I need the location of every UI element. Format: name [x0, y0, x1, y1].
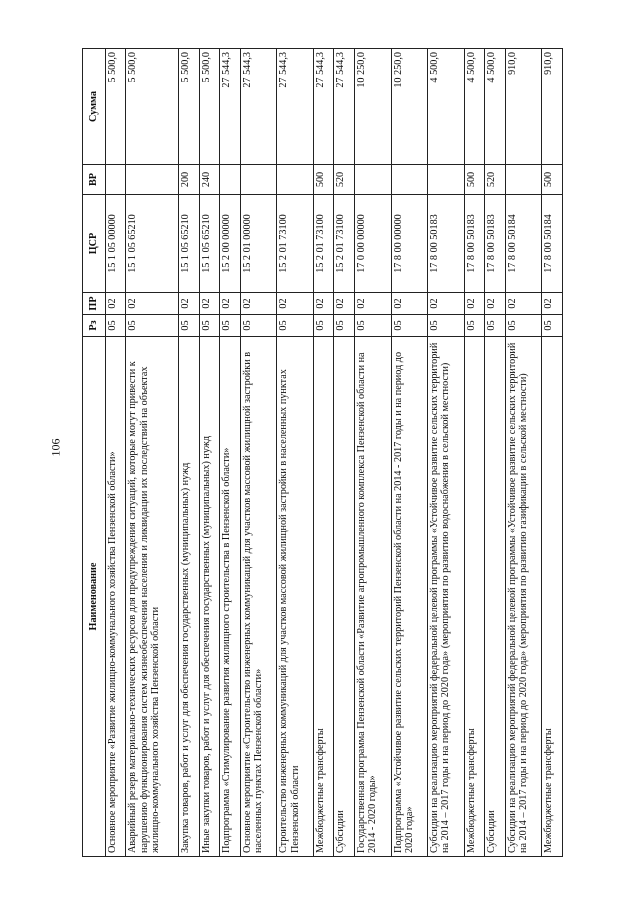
- table-row: [179, 49, 199, 857]
- cell-rz: 05: [428, 315, 465, 337]
- cell-pr: 02: [391, 293, 428, 315]
- cell-csr: 15 1 05 65210: [126, 195, 179, 293]
- cell-rz: 05: [313, 315, 333, 337]
- cell-sum: 4 500,0: [485, 49, 505, 165]
- cell-name: Закупка товаров, работ и услуг для обеспечения государственных (муниципальных) нужд: [179, 337, 199, 857]
- table-row: [354, 49, 391, 857]
- cell-rz: 05: [179, 315, 199, 337]
- cell-rz: 05: [485, 315, 505, 337]
- table-row: [199, 49, 219, 857]
- cell-csr: 15 1 05 00000: [106, 195, 126, 293]
- cell-csr: 15 1 05 65210: [199, 195, 219, 293]
- header-pr: ПР: [83, 293, 106, 315]
- cell-sum: 5 500,0: [126, 49, 179, 165]
- cell-pr: 02: [464, 293, 484, 315]
- table-row: [542, 49, 563, 857]
- cell-name: Основное мероприятие «Строительство инженерных коммуникаций для участков массовой жилищной застройки в населенных пунктах Пензенской области»: [240, 337, 277, 857]
- cell-sum: 5 500,0: [199, 49, 219, 165]
- cell-csr: 15 2 00 00000: [220, 195, 240, 293]
- cell-pr: 02: [505, 293, 542, 315]
- cell-sum: 27 544,3: [313, 49, 333, 165]
- cell-csr: 17 8 00 50183: [485, 195, 505, 293]
- table-row: [313, 49, 333, 857]
- cell-vr: 500: [464, 165, 484, 195]
- cell-sum: 5 500,0: [179, 49, 199, 165]
- budget-table: [82, 48, 563, 857]
- cell-csr: 15 2 01 73100: [313, 195, 333, 293]
- cell-name: Межбюджетные трансферты: [464, 337, 484, 857]
- cell-csr: 17 8 00 50183: [464, 195, 484, 293]
- cell-vr: [126, 165, 179, 195]
- cell-name: Основное мероприятие «Развитие жилищно-коммунального хозяйства Пензенской области»: [106, 337, 126, 857]
- table-row: [106, 49, 126, 857]
- cell-vr: 200: [179, 165, 199, 195]
- cell-pr: 02: [220, 293, 240, 315]
- cell-csr: 15 2 01 73100: [334, 195, 354, 293]
- cell-vr: [505, 165, 542, 195]
- cell-rz: 05: [126, 315, 179, 337]
- cell-csr: 17 8 00 50183: [428, 195, 465, 293]
- cell-pr: 02: [485, 293, 505, 315]
- cell-vr: [106, 165, 126, 195]
- cell-pr: 02: [240, 293, 277, 315]
- cell-rz: 05: [106, 315, 126, 337]
- header-sum: Сумма: [83, 49, 106, 165]
- cell-name: Субсидии на реализацию мероприятий федеральной целевой программы «Устойчивое развитие сельских территорий на 2014 – 2017 годы и на период до 2020 года» (мероприятия по развитию газификации в сельской местности): [505, 337, 542, 857]
- cell-vr: 520: [485, 165, 505, 195]
- table-row: [464, 49, 484, 857]
- cell-sum: 27 544,3: [277, 49, 314, 165]
- cell-rz: 05: [354, 315, 391, 337]
- cell-pr: 02: [106, 293, 126, 315]
- cell-csr: 17 0 00 00000: [354, 195, 391, 293]
- cell-rz: 05: [240, 315, 277, 337]
- cell-pr: 02: [199, 293, 219, 315]
- cell-csr: 17 8 00 00000: [391, 195, 428, 293]
- cell-sum: 910,0: [542, 49, 563, 165]
- cell-rz: 05: [334, 315, 354, 337]
- cell-name: Субсидии: [334, 337, 354, 857]
- header-rz: Рз: [83, 315, 106, 337]
- header-csr: ЦСР: [83, 195, 106, 293]
- cell-csr: 17 8 00 50184: [542, 195, 563, 293]
- cell-rz: 05: [277, 315, 314, 337]
- cell-name: Подпрограмма «Устойчивое развитие сельских территорий Пензенской области на 2014 - 2017 годы и на период до 2020 года»: [391, 337, 428, 857]
- cell-vr: 500: [313, 165, 333, 195]
- cell-vr: 500: [542, 165, 563, 195]
- table-body: [106, 49, 563, 857]
- cell-csr: 15 2 01 73100: [277, 195, 314, 293]
- cell-vr: [220, 165, 240, 195]
- cell-csr: 15 2 01 00000: [240, 195, 277, 293]
- cell-sum: 27 544,3: [220, 49, 240, 165]
- table-row: [126, 49, 179, 857]
- cell-rz: 05: [505, 315, 542, 337]
- cell-sum: 10 250,0: [354, 49, 391, 165]
- table-header-row: [83, 49, 106, 857]
- cell-sum: 910,0: [505, 49, 542, 165]
- cell-name: Аварийный резерв материально-технических ресурсов для предупреждения ситуаций, которые могут привести к нарушению функционирования систем жизнеобеспечения населения и ликвидации их последствий на объектах жилищно-коммунального хозяйства Пензенской области: [126, 337, 179, 857]
- cell-vr: [277, 165, 314, 195]
- cell-vr: [391, 165, 428, 195]
- cell-vr: 520: [334, 165, 354, 195]
- cell-pr: 02: [277, 293, 314, 315]
- cell-vr: [240, 165, 277, 195]
- cell-name: Иные закупки товаров, работ и услуг для обеспечения государственных (муниципальных) нужд: [199, 337, 219, 857]
- budget-table-container: [82, 49, 563, 857]
- cell-pr: 02: [428, 293, 465, 315]
- cell-sum: 27 544,3: [334, 49, 354, 165]
- cell-name: Межбюджетные трансферты: [542, 337, 563, 857]
- table-row: [334, 49, 354, 857]
- cell-rz: 05: [391, 315, 428, 337]
- cell-vr: 240: [199, 165, 219, 195]
- table-row: [277, 49, 314, 857]
- cell-pr: 02: [334, 293, 354, 315]
- cell-name: Субсидии на реализацию мероприятий федеральной целевой программы «Устойчивое развитие сельских территорий на 2014 – 2017 годы и на период до 2020 года» (мероприятия по развитию водоснабжения в сельской местности): [428, 337, 465, 857]
- header-vr: ВР: [83, 165, 106, 195]
- table-row: [485, 49, 505, 857]
- cell-pr: 02: [354, 293, 391, 315]
- cell-pr: 02: [179, 293, 199, 315]
- table-row: [505, 49, 542, 857]
- cell-csr: 17 8 00 50184: [505, 195, 542, 293]
- cell-sum: 4 500,0: [464, 49, 484, 165]
- header-name: Наименование: [83, 337, 106, 857]
- cell-sum: 10 250,0: [391, 49, 428, 165]
- page-number: 106: [48, 438, 63, 457]
- cell-name: Строительство инженерных коммуникаций для участков массовой жилищной застройки в населенных пунктах Пензенской области: [277, 337, 314, 857]
- table-row: [428, 49, 465, 857]
- cell-rz: 05: [542, 315, 563, 337]
- cell-rz: 05: [199, 315, 219, 337]
- cell-name: Государственная программа Пензенской области «Развитие агропромышленного комплекса Пензенской области на 2014 - 2020 годы»: [354, 337, 391, 857]
- cell-name: Межбюджетные трансферты: [313, 337, 333, 857]
- cell-rz: 05: [464, 315, 484, 337]
- cell-sum: 4 500,0: [428, 49, 465, 165]
- cell-name: Субсидии: [485, 337, 505, 857]
- cell-vr: [428, 165, 465, 195]
- cell-sum: 5 500,0: [106, 49, 126, 165]
- table-row: [240, 49, 277, 857]
- cell-rz: 05: [220, 315, 240, 337]
- table-row: [220, 49, 240, 857]
- cell-sum: 27 544,3: [240, 49, 277, 165]
- cell-pr: 02: [313, 293, 333, 315]
- cell-pr: 02: [542, 293, 563, 315]
- cell-csr: 15 1 05 65210: [179, 195, 199, 293]
- cell-name: Подпрограмма «Стимулирование развития жилищного строительства в Пензенской области»: [220, 337, 240, 857]
- cell-vr: [354, 165, 391, 195]
- cell-pr: 02: [126, 293, 179, 315]
- table-row: [391, 49, 428, 857]
